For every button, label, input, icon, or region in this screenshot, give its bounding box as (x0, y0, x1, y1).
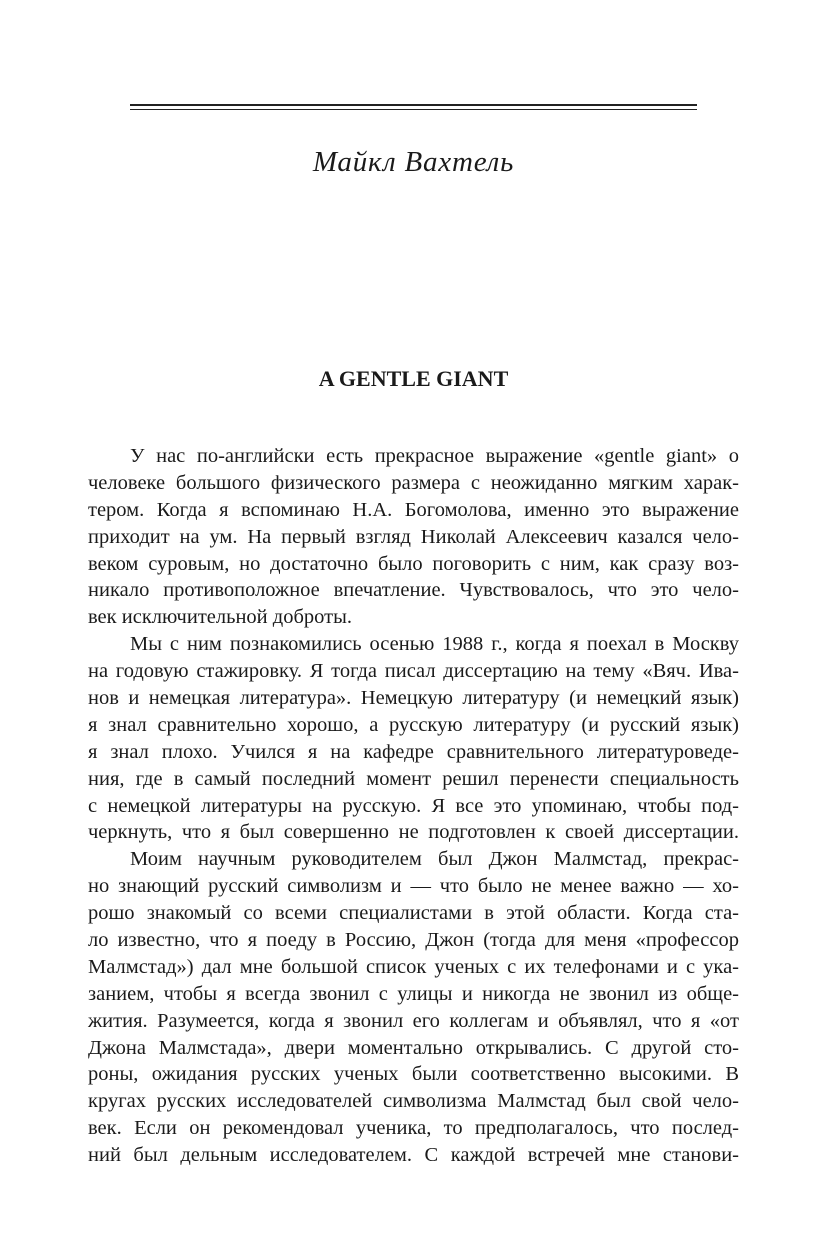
body-line: Джона Малмстада», двери моментально открывались. С другой сто- (88, 1036, 739, 1059)
body-line: ний был дельным исследователем. С каждой встречей мне станови- (88, 1144, 739, 1167)
article-title: A GENTLE GIANT (318, 366, 509, 391)
header-rule-thin (130, 109, 697, 110)
body-line: с немецкой литературы на русскую. Я все это упоминаю, чтобы под- (88, 794, 739, 817)
body-line: занием, чтобы я всегда звонил с улицы и никогда не звонил из обще- (88, 982, 739, 1005)
body-line: Мы с ним познакомились осенью 1988 г., когда я поехал в Москву (130, 633, 739, 656)
body-line: Моим научным руководителем был Джон Малмстад, прекрас- (130, 848, 739, 871)
article-body (88, 443, 739, 1169)
body-line: рошо знакомый со всеми специалистами в этой области. Когда ста- (88, 902, 739, 925)
author-name: Майкл Вахтель (312, 146, 515, 178)
body-line: но знающий русский символизм и — что было не менее важно — хо- (88, 875, 739, 898)
body-line: кругах русских исследователей символизма Малмстад был свой чело- (88, 1090, 739, 1113)
body-line: веком суровым, но достаточно было поговорить с ним, как сразу воз- (88, 552, 739, 575)
body-line: ло известно, что я поеду в Россию, Джон (тогда для меня «профессор (88, 929, 739, 952)
body-line: век. Если он рекомендовал ученика, то предполагалось, что послед- (88, 1117, 739, 1140)
body-line: приходит на ум. На первый взгляд Николай Алексеевич казался чело- (88, 525, 739, 548)
body-line: никало противоположное впечатление. Чувствовалось, что это чело- (88, 579, 739, 602)
body-line: тером. Когда я вспоминаю Н.А. Богомолова, именно это выражение (88, 498, 739, 521)
body-line: нов и немецкая литература». Немецкую литературу (и немецкий язык) (88, 687, 739, 710)
body-line: У нас по-английски есть прекрасное выражение «gentle giant» о (130, 445, 739, 467)
body-line: я знал сравнительно хорошо, а русскую литературу (и русский язык) (88, 713, 739, 736)
body-line: человеке большого физического размера с неожиданно мягким харак- (88, 471, 739, 494)
body-line: Малмстад») дал мне большой список ученых с их телефонами и с ука- (88, 955, 739, 978)
header-rule-thick (130, 104, 697, 106)
body-line: жития. Разумеется, когда я звонил его коллегам и объявлял, что я «от (88, 1009, 739, 1032)
body-line: на годовую стажировку. Я тогда писал диссертацию на тему «Вяч. Ива- (88, 660, 739, 683)
body-line: ния, где в самый последний момент решил перенести специальность (88, 767, 739, 790)
body-line: черкнуть, что я был совершенно не подготовлен к своей диссертации. (88, 821, 739, 844)
body-line: роны, ожидания русских ученых были соответственно высокими. В (88, 1063, 739, 1086)
body-line: я знал плохо. Учился я на кафедре сравнительного литературоведе- (88, 740, 739, 763)
body-line: век исключительной доброты. (88, 606, 352, 629)
